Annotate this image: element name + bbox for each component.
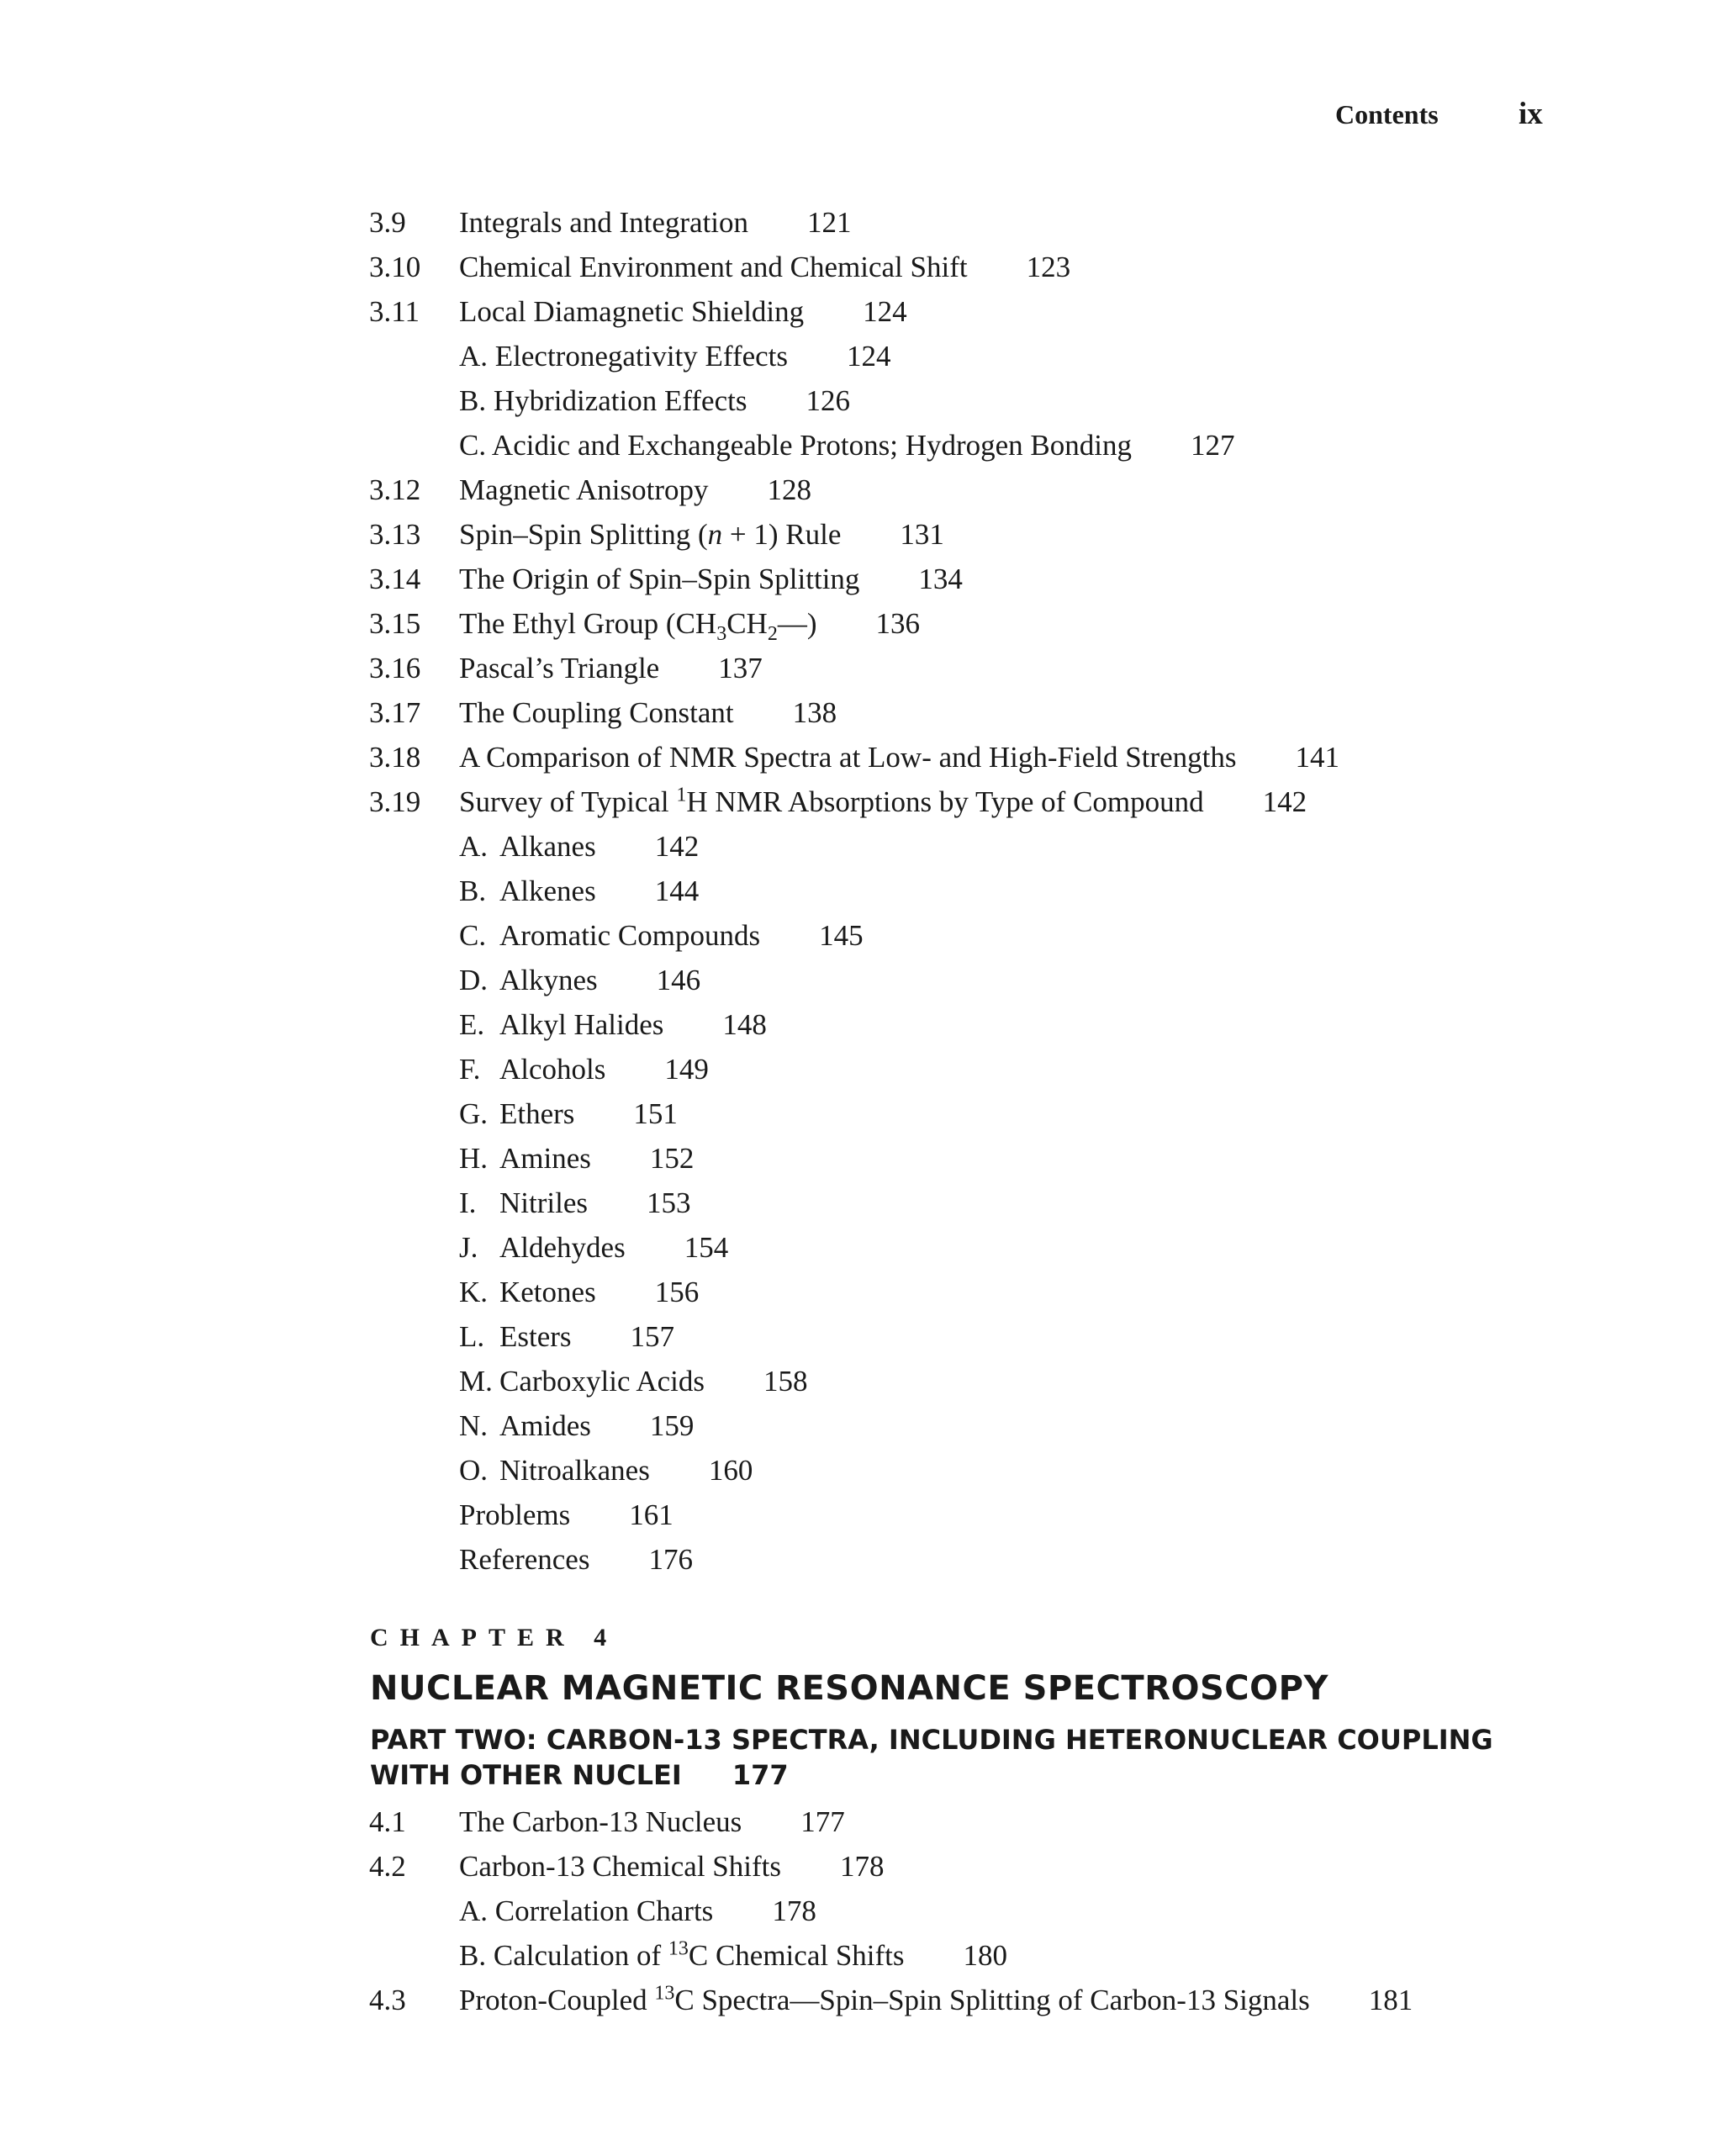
item-letter: I. — [459, 1186, 477, 1219]
toc-row[interactable] — [0, 1270, 1722, 1314]
chapter-subtitle — [370, 1722, 1581, 1793]
toc-row[interactable] — [0, 378, 1722, 423]
toc-row[interactable] — [0, 779, 1722, 824]
toc-row[interactable] — [0, 1136, 1722, 1181]
section-title: Alkyl Halides — [499, 1008, 664, 1041]
section-title: Nitriles — [499, 1186, 588, 1219]
section-title — [459, 785, 1204, 818]
page-number: 144 — [654, 875, 700, 907]
toc-row[interactable] — [0, 824, 1722, 869]
section-title: Ethers — [499, 1097, 575, 1130]
title-italic-n: n — [707, 518, 723, 551]
section-title: B. Hybridization Effects — [459, 384, 747, 417]
section-title: Aromatic Compounds — [499, 919, 761, 952]
section-title: A. Electronegativity Effects — [459, 340, 789, 373]
item-letter: E. — [459, 1008, 485, 1041]
toc-row[interactable] — [0, 1537, 1722, 1582]
page-number: 134 — [918, 563, 963, 595]
section-title: The Carbon-13 Nucleus — [459, 1805, 742, 1838]
superscript: 13 — [654, 1982, 675, 2005]
toc-row[interactable] — [0, 1002, 1722, 1047]
toc-row[interactable] — [0, 1359, 1722, 1403]
section-title: Amines — [499, 1142, 591, 1175]
toc-row[interactable] — [0, 869, 1722, 913]
section-number: 3.19 — [369, 785, 421, 818]
toc-row[interactable] — [0, 1181, 1722, 1225]
section-title: A Comparison of NMR Spectra at Low- and High-Field Strengths — [459, 741, 1237, 774]
section-number: 4.2 — [369, 1850, 406, 1883]
toc-row[interactable] — [0, 601, 1722, 646]
section-title: A. Correlation Charts — [459, 1894, 714, 1927]
section-number: 3.16 — [369, 652, 421, 684]
title-part: The Ethyl Group (CH — [459, 607, 717, 640]
page-number: 160 — [708, 1454, 753, 1487]
item-letter: A. — [459, 830, 489, 863]
title-part: C Chemical Shifts — [688, 1939, 905, 1972]
title-part: —) — [777, 607, 817, 640]
toc-row[interactable] — [0, 334, 1722, 378]
title-part: C Spectra—Spin–Spin Splitting of Carbon-13 Signals — [674, 1984, 1310, 2016]
toc-row[interactable] — [0, 468, 1722, 512]
section-title: Aldehydes — [499, 1231, 626, 1264]
section-number: 3.11 — [369, 295, 420, 328]
section-title: References — [459, 1543, 590, 1576]
section-title: Chemical Environment and Chemical Shift — [459, 251, 968, 283]
page-number: 124 — [863, 295, 907, 328]
item-letter: M. — [459, 1365, 493, 1398]
section-number: 3.12 — [369, 473, 421, 506]
page-number: 145 — [819, 919, 864, 952]
item-letter: N. — [459, 1409, 489, 1442]
toc-row[interactable] — [0, 423, 1722, 468]
toc-row[interactable] — [0, 690, 1722, 735]
section-number: 3.15 — [369, 607, 421, 640]
toc-row[interactable] — [0, 1091, 1722, 1136]
title-part: Proton-Coupled — [459, 1984, 655, 2016]
title-part: H NMR Absorptions by Type of Compound — [686, 785, 1204, 818]
toc-row[interactable] — [0, 1403, 1722, 1448]
section-title: Carboxylic Acids — [499, 1365, 705, 1398]
page-number: 180 — [963, 1939, 1008, 1972]
item-letter: K. — [459, 1276, 489, 1308]
page-number: 159 — [649, 1409, 695, 1442]
section-title: Esters — [499, 1320, 572, 1353]
page-number: 149 — [664, 1053, 709, 1086]
toc-row[interactable] — [0, 1844, 1722, 1889]
page-number: 151 — [633, 1097, 678, 1130]
page-number: 161 — [629, 1498, 673, 1531]
section-number: 4.1 — [369, 1805, 406, 1838]
section-title: Alkynes — [499, 964, 598, 996]
page-number: 141 — [1295, 741, 1339, 774]
toc-row[interactable] — [0, 1493, 1722, 1537]
section-title: C. Acidic and Exchangeable Protons; Hydrogen Bonding — [459, 429, 1132, 462]
toc-row[interactable] — [0, 512, 1722, 557]
page-number: 148 — [722, 1008, 767, 1041]
toc-row[interactable] — [0, 557, 1722, 601]
section-title — [459, 1984, 1310, 2016]
toc-row[interactable] — [0, 1889, 1722, 1933]
section-title: Pascal’s Triangle — [459, 652, 660, 684]
item-letter: F. — [459, 1053, 481, 1086]
page-number: 131 — [900, 518, 944, 551]
section-number: 3.17 — [369, 696, 421, 729]
page-number: 152 — [649, 1142, 695, 1175]
subscript: 3 — [716, 623, 727, 645]
chapter-label: CHAPTER 4 — [370, 1624, 619, 1651]
title-part: CH — [726, 607, 768, 640]
item-letter: H. — [459, 1142, 489, 1175]
toc-row[interactable] — [0, 646, 1722, 690]
toc-row[interactable] — [0, 1314, 1722, 1359]
toc-row[interactable] — [0, 1933, 1722, 1978]
section-number: 3.13 — [369, 518, 421, 551]
page-number: 142 — [1262, 785, 1307, 818]
superscript: 1 — [676, 784, 687, 806]
title-part: Spin–Spin Splitting ( — [459, 518, 708, 551]
page-number: 178 — [840, 1850, 885, 1883]
section-title: Magnetic Anisotropy — [459, 473, 709, 506]
header-title: Contents — [1335, 99, 1439, 129]
toc-row[interactable] — [0, 1799, 1722, 1844]
header-page-number: ix — [1519, 97, 1543, 131]
item-letter: D. — [459, 964, 489, 996]
item-letter: L. — [459, 1320, 485, 1353]
section-number: 3.14 — [369, 563, 421, 595]
section-title: Amides — [499, 1409, 591, 1442]
toc-row[interactable] — [0, 958, 1722, 1002]
section-title — [459, 607, 817, 645]
subscript: 2 — [767, 623, 778, 645]
section-title: The Coupling Constant — [459, 696, 734, 729]
chapter-title[interactable]: NUCLEAR MAGNETIC RESONANCE SPECTROSCOPY — [370, 1669, 1328, 1708]
item-letter: J. — [459, 1231, 478, 1264]
toc-row[interactable] — [0, 200, 1722, 245]
toc-row[interactable] — [0, 913, 1722, 958]
item-letter: G. — [459, 1097, 489, 1130]
section-title — [459, 1939, 905, 1972]
toc-row[interactable] — [0, 289, 1722, 334]
item-letter: B. — [459, 875, 487, 907]
running-header — [0, 99, 1722, 133]
toc-row[interactable] — [0, 1047, 1722, 1091]
page-number: 178 — [772, 1894, 816, 1927]
section-title: Alkenes — [499, 875, 596, 907]
page-number: 157 — [630, 1320, 675, 1353]
title-part: + 1) Rule — [722, 518, 842, 551]
page-number: 153 — [646, 1186, 691, 1219]
page-number: 124 — [847, 340, 891, 373]
page-number: 156 — [654, 1276, 700, 1308]
item-letter: O. — [459, 1454, 489, 1487]
section-title: Local Diamagnetic Shielding — [459, 295, 805, 328]
toc-row[interactable] — [0, 245, 1722, 289]
section-title: Nitroalkanes — [499, 1454, 650, 1487]
section-number: 3.9 — [369, 206, 406, 239]
toc-row[interactable] — [0, 1978, 1722, 2022]
section-title: The Origin of Spin–Spin Splitting — [459, 563, 860, 595]
chapter-heading — [370, 1621, 1581, 1793]
page-number: 123 — [1026, 251, 1071, 283]
page-number: 158 — [763, 1365, 808, 1398]
section-title: Integrals and Integration — [459, 206, 749, 239]
page-number: 142 — [654, 830, 700, 863]
page-number: 138 — [792, 696, 837, 729]
page-number: 128 — [767, 473, 811, 506]
toc-row[interactable] — [0, 1225, 1722, 1270]
page-number: 121 — [807, 206, 852, 239]
toc-row[interactable] — [0, 735, 1722, 779]
chapter-subtitle-text: PART TWO: CARBON-13 SPECTRA, INCLUDING HETERONUCLEAR COUPLING WITH OTHER NUCLEI — [370, 1724, 1493, 1791]
superscript: 13 — [668, 1937, 689, 1960]
toc-list-chapter-4 — [0, 1799, 1722, 2022]
page-number: 181 — [1368, 1984, 1413, 2016]
page-number: 137 — [718, 652, 763, 684]
section-number: 3.18 — [369, 741, 421, 774]
toc-row[interactable] — [0, 1448, 1722, 1493]
section-title: Carbon-13 Chemical Shifts — [459, 1850, 782, 1883]
title-part: B. Calculation of — [459, 1939, 668, 1972]
section-title: Problems — [459, 1498, 571, 1531]
toc-list-chapter-3 — [0, 200, 1722, 1582]
title-part: Survey of Typical — [459, 785, 677, 818]
section-title: Alkanes — [499, 830, 596, 863]
section-title — [459, 518, 841, 551]
page-number: 154 — [684, 1231, 729, 1264]
section-title: Alcohols — [499, 1053, 606, 1086]
section-title: Ketones — [499, 1276, 596, 1308]
section-number: 4.3 — [369, 1984, 406, 2016]
page-number: 126 — [806, 384, 850, 417]
page-number: 136 — [875, 607, 920, 640]
page-number: 127 — [1191, 429, 1235, 462]
section-number: 3.10 — [369, 251, 421, 283]
page-number: 146 — [656, 964, 701, 996]
item-letter: C. — [459, 919, 487, 952]
page-number: 177 — [800, 1805, 845, 1838]
page-number: 176 — [648, 1543, 693, 1576]
chapter-page-number: 177 — [732, 1759, 789, 1791]
